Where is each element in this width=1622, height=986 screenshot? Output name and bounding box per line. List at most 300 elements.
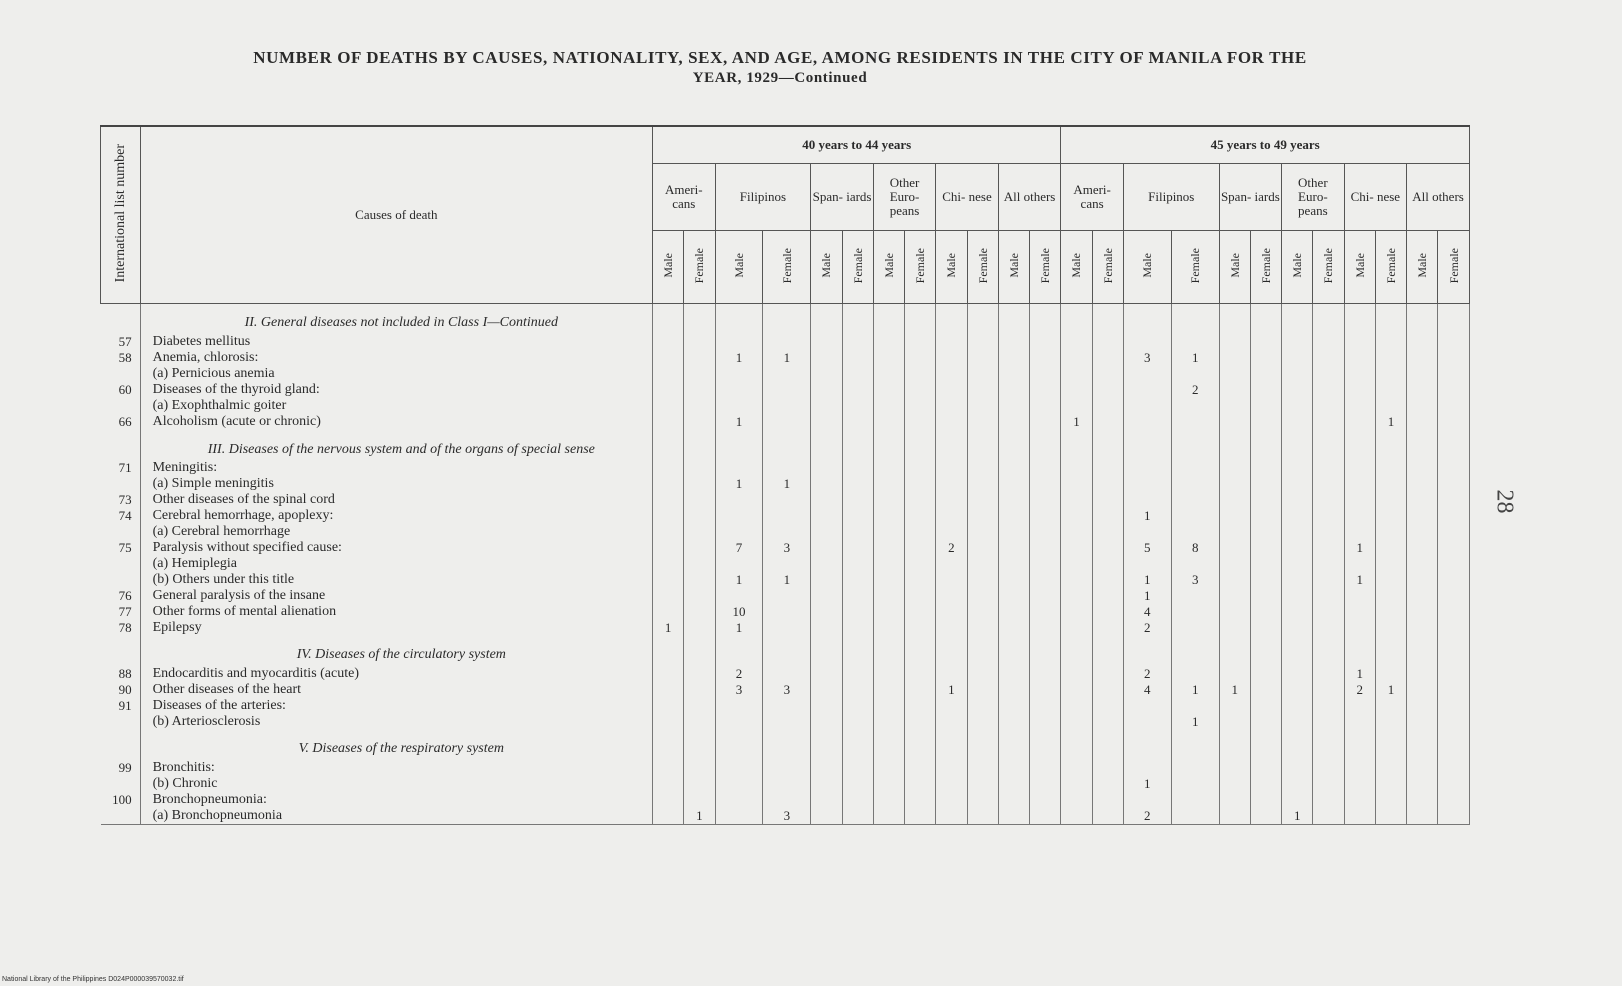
value-cell [1219,350,1250,366]
value-cell [1029,588,1060,604]
value-cell [1407,540,1438,556]
value-cell: 1 [1171,350,1219,366]
table-row [101,776,1470,792]
value-cell [967,556,998,572]
value-cell [967,698,998,714]
value-cell: 3 [1171,572,1219,588]
title-line-1: NUMBER OF DEATHS BY CAUSES, NATIONALITY, SEX, AND AGE, AMONG RESIDENTS IN THE CITY OF MANILA FOR THE [253,48,1307,67]
value-cell [1092,666,1123,682]
value-cell [842,382,873,398]
value-cell [715,808,763,825]
value-cell [811,398,842,414]
value-cell [873,508,904,524]
value-cell [998,382,1029,398]
value-cell [1344,760,1375,776]
value-cell [1092,776,1123,792]
value-cell: 4 [1123,604,1171,620]
table-row [101,682,1470,698]
value-cell [842,714,873,730]
value-cell [684,572,715,588]
value-cell [653,698,684,714]
intl-number-cell [101,572,141,588]
value-cell [1438,382,1470,398]
nationality-header: Chi- nese [1344,164,1406,231]
intl-number-cell: 58 [101,350,141,366]
value-cell [905,730,936,760]
value-cell [1407,636,1438,666]
value-cell [1250,382,1281,398]
intl-number-cell: 99 [101,760,141,776]
value-cell [1219,304,1250,335]
value-cell [1061,636,1092,666]
value-cell: 1 [715,476,763,492]
value-cell [1123,382,1171,398]
value-cell [873,430,904,460]
value-cell [1250,414,1281,430]
value-cell [1219,334,1250,350]
value-cell: 1 [1123,588,1171,604]
value-cell [1282,714,1313,730]
value-cell [1282,382,1313,398]
value-cell [1407,588,1438,604]
value-cell [1092,698,1123,714]
intl-number-cell: 88 [101,666,141,682]
value-cell [1029,524,1060,540]
cause-cell: (a) Hemiplegia [140,556,652,572]
cause-cell: Paralysis without specified cause: [140,540,652,556]
value-cell [684,730,715,760]
value-cell [1313,524,1344,540]
value-cell [1313,666,1344,682]
value-cell [1282,666,1313,682]
sex-label: Female [1321,247,1336,284]
value-cell [1061,366,1092,382]
value-cell [1092,540,1123,556]
female-header [842,231,873,304]
value-cell [1344,430,1375,460]
value-cell: 2 [1123,808,1171,825]
value-cell [1438,334,1470,350]
value-cell [905,476,936,492]
intl-list-header [101,126,141,304]
value-cell [684,508,715,524]
value-cell [936,334,967,350]
value-cell [905,760,936,776]
female-header [1375,231,1406,304]
value-cell [1250,620,1281,636]
value-cell [1282,460,1313,476]
value-cell [842,698,873,714]
value-cell: 10 [715,604,763,620]
value-cell [967,714,998,730]
value-cell: 1 [1375,682,1406,698]
value-cell [905,698,936,714]
value-cell [936,366,967,382]
value-cell [873,556,904,572]
value-cell: 7 [715,540,763,556]
value-cell [1313,508,1344,524]
male-header [1407,231,1438,304]
value-cell [1313,698,1344,714]
value-cell [1219,714,1250,730]
value-cell: 1 [1375,414,1406,430]
value-cell [811,334,842,350]
value-cell [684,414,715,430]
value-cell [1313,334,1344,350]
value-cell [1438,588,1470,604]
value-cell [967,476,998,492]
value-cell [1313,304,1344,335]
value-cell [905,808,936,825]
value-cell [653,588,684,604]
value-cell [811,430,842,460]
value-cell [684,460,715,476]
value-cell [1250,776,1281,792]
value-cell [998,476,1029,492]
value-cell [684,430,715,460]
value-cell [1407,604,1438,620]
table-row [101,460,1470,476]
value-cell [715,776,763,792]
value-cell [998,540,1029,556]
value-cell [1061,430,1092,460]
table-row [101,398,1470,414]
nationality-header: Span- iards [811,164,873,231]
value-cell [936,698,967,714]
value-cell [1344,366,1375,382]
value-cell [873,776,904,792]
value-cell [1282,730,1313,760]
value-cell [842,304,873,335]
causes-header [140,126,652,304]
value-cell [1171,666,1219,682]
value-cell [811,476,842,492]
value-cell [1219,666,1250,682]
value-cell [998,666,1029,682]
value-cell [763,304,811,335]
value-cell [1250,366,1281,382]
value-cell [1219,636,1250,666]
value-cell [967,540,998,556]
value-cell [873,698,904,714]
value-cell [1171,476,1219,492]
value-cell [1250,730,1281,760]
value-cell: 1 [715,414,763,430]
value-cell [1282,476,1313,492]
value-cell [1061,540,1092,556]
value-cell [763,714,811,730]
value-cell [905,588,936,604]
male-header [1219,231,1250,304]
value-cell: 1 [763,572,811,588]
cause-cell: (a) Simple meningitis [140,476,652,492]
value-cell [1061,304,1092,335]
value-cell [967,414,998,430]
value-cell [684,556,715,572]
value-cell [967,382,998,398]
value-cell [842,460,873,476]
value-cell [715,460,763,476]
sex-label: Male [1006,253,1021,278]
intl-number-cell [101,366,141,382]
value-cell [715,524,763,540]
value-cell [1029,334,1060,350]
value-cell [1171,556,1219,572]
value-cell [1375,556,1406,572]
value-cell [763,698,811,714]
nationality-header: Ameri- cans [653,164,715,231]
value-cell [1061,620,1092,636]
value-cell [936,492,967,508]
value-cell [1092,620,1123,636]
value-cell [1282,776,1313,792]
value-cell [1250,808,1281,825]
value-cell [842,492,873,508]
value-cell [763,620,811,636]
value-cell: 2 [1171,382,1219,398]
table-row [101,540,1470,556]
value-cell [998,304,1029,335]
value-cell [811,682,842,698]
value-cell [998,508,1029,524]
value-cell [936,398,967,414]
value-cell [842,730,873,760]
value-cell [1029,304,1060,335]
value-cell [1123,760,1171,776]
value-cell [1171,304,1219,335]
table-row [101,760,1470,776]
table-row [101,588,1470,604]
value-cell [967,304,998,335]
value-cell [1375,460,1406,476]
value-cell [811,382,842,398]
value-cell [1375,476,1406,492]
value-cell [936,620,967,636]
value-cell [1313,350,1344,366]
value-cell [873,682,904,698]
value-cell [1029,730,1060,760]
value-cell [1219,730,1250,760]
value-cell [1282,572,1313,588]
value-cell [1123,636,1171,666]
sex-label: Male [1352,253,1367,278]
value-cell [1219,492,1250,508]
value-cell [1029,414,1060,430]
value-cell [967,760,998,776]
value-cell [1250,524,1281,540]
value-cell [1344,398,1375,414]
value-cell [1407,414,1438,430]
value-cell [967,350,998,366]
value-cell [905,620,936,636]
value-cell [998,414,1029,430]
value-cell [1375,430,1406,460]
value-cell [873,792,904,808]
female-header [905,231,936,304]
nationality-header: All others [998,164,1061,231]
age-group-header-45-49: 45 years to 49 years [1061,126,1470,164]
table-row [101,808,1470,825]
value-cell [653,682,684,698]
value-cell [1407,666,1438,682]
value-cell [684,524,715,540]
value-cell [1250,492,1281,508]
value-cell [1438,304,1470,335]
female-header [1313,231,1344,304]
value-cell [1407,556,1438,572]
value-cell [998,398,1029,414]
value-cell [1313,760,1344,776]
sex-label: Male [1069,253,1084,278]
male-header [998,231,1029,304]
section-heading: II. General diseases not included in Class I—Continued [140,304,652,335]
value-cell [1123,492,1171,508]
value-cell [1029,540,1060,556]
value-cell [715,304,763,335]
value-cell [1219,588,1250,604]
value-cell [1313,460,1344,476]
value-cell [1344,620,1375,636]
value-cell [905,714,936,730]
male-header [811,231,842,304]
value-cell [1061,350,1092,366]
causes-label: Causes of death [355,207,438,222]
value-cell [998,730,1029,760]
value-cell [811,666,842,682]
value-cell [842,398,873,414]
value-cell [873,730,904,760]
value-cell [842,760,873,776]
value-cell [1061,398,1092,414]
value-cell [1282,366,1313,382]
value-cell [1407,304,1438,335]
section-heading: IV. Diseases of the circulatory system [140,636,652,666]
value-cell [653,460,684,476]
value-cell [998,620,1029,636]
value-cell [1061,572,1092,588]
value-cell [1061,666,1092,682]
value-cell [1250,556,1281,572]
value-cell [967,524,998,540]
value-cell [811,556,842,572]
value-cell: 1 [936,682,967,698]
value-cell [1029,792,1060,808]
value-cell [1375,730,1406,760]
value-cell [1375,398,1406,414]
value-cell [1171,398,1219,414]
value-cell [1438,430,1470,460]
value-cell: 1 [1344,666,1375,682]
value-cell [1250,572,1281,588]
value-cell [715,430,763,460]
cause-cell: Diabetes mellitus [140,334,652,350]
value-cell [1375,366,1406,382]
value-cell [873,604,904,620]
value-cell [811,540,842,556]
cause-cell: Diseases of the thyroid gland: [140,382,652,398]
value-cell [1123,524,1171,540]
value-cell [905,572,936,588]
value-cell [653,776,684,792]
value-cell [715,730,763,760]
value-cell [1407,620,1438,636]
value-cell [1282,304,1313,335]
value-cell [1219,792,1250,808]
value-cell [763,492,811,508]
value-cell [998,366,1029,382]
value-cell [715,398,763,414]
value-cell [967,334,998,350]
value-cell [684,682,715,698]
value-cell [1061,776,1092,792]
value-cell [1092,414,1123,430]
section-heading-row [101,730,1470,760]
value-cell [905,604,936,620]
intl-number-cell [101,430,141,460]
value-cell [1313,682,1344,698]
value-cell [715,508,763,524]
value-cell [998,760,1029,776]
value-cell [1092,682,1123,698]
sex-label: Female [779,247,794,284]
value-cell: 3 [763,808,811,825]
cause-cell: (b) Others under this title [140,572,652,588]
value-cell [1219,808,1250,825]
female-header [1438,231,1470,304]
value-cell [1313,792,1344,808]
value-cell [1438,620,1470,636]
value-cell [905,636,936,666]
value-cell [1344,460,1375,476]
value-cell [842,682,873,698]
value-cell [998,556,1029,572]
value-cell [1407,430,1438,460]
value-cell [936,792,967,808]
value-cell [1313,430,1344,460]
value-cell: 1 [653,620,684,636]
value-cell [1250,304,1281,335]
value-cell [715,714,763,730]
value-cell [1375,492,1406,508]
value-cell [1438,398,1470,414]
value-cell [1171,414,1219,430]
value-cell [1375,760,1406,776]
value-cell [873,304,904,335]
intl-number-cell [101,476,141,492]
value-cell [1092,714,1123,730]
value-cell [998,572,1029,588]
value-cell [936,714,967,730]
female-header [967,231,998,304]
value-cell: 3 [1123,350,1171,366]
value-cell [905,776,936,792]
value-cell [684,636,715,666]
value-cell [763,430,811,460]
value-cell [811,572,842,588]
deaths-table [100,125,1470,825]
cause-cell: Other forms of mental alienation [140,604,652,620]
value-cell [684,792,715,808]
cause-cell: Cerebral hemorrhage, apoplexy: [140,508,652,524]
value-cell [905,508,936,524]
intl-number-cell: 100 [101,792,141,808]
value-cell [1092,604,1123,620]
value-cell [1092,492,1123,508]
value-cell [1123,792,1171,808]
value-cell [1250,460,1281,476]
intl-number-cell: 73 [101,492,141,508]
value-cell [967,398,998,414]
